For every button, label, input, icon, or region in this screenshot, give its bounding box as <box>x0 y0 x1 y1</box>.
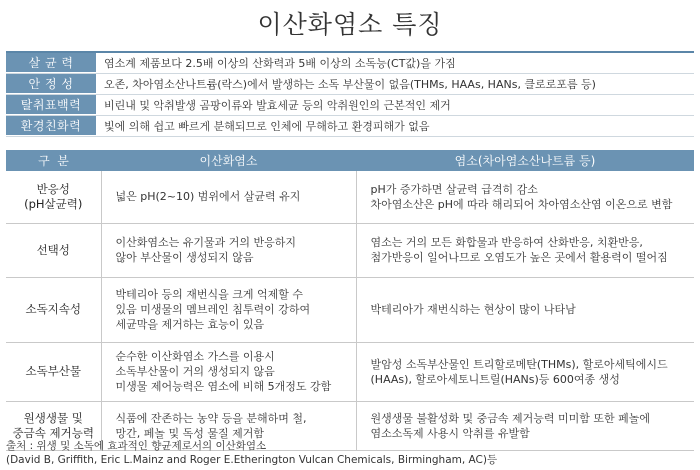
row-category-text: 선택성 <box>36 242 70 257</box>
feature-text: 빛에 의해 쉽고 빠르게 분해되므로 인체에 무해하고 환경피해가 없음 <box>104 120 430 133</box>
row-chlorine-dioxide-text: 넓은 pH(2~10) 범위에서 살균력 유지 <box>115 190 301 204</box>
row-category <box>6 223 101 277</box>
row-chlorine-text: 발암성 소독부산물인 트리할로메탄(THMs), 할로아세틱에시드 (HAAs), 할로아세토니트릴(HANs)등 600여종 생성 <box>370 357 668 386</box>
comparison-header-row <box>6 150 694 171</box>
source-citation <box>6 439 497 467</box>
row-chlorine-dioxide-text: 순수한 이산화염소 가스를 이용시 소독부산물이 거의 생성되지 않음 미생물 제어능력은 염소에 비해 5개정도 강함 <box>115 350 332 393</box>
row-chlorine <box>356 171 694 223</box>
row-chlorine-dioxide-text: 이산화염소는 유기물과 거의 반응하지 않아 부산물이 생성되지 않음 <box>115 236 297 264</box>
row-chlorine-dioxide-text: 식품에 잔존하는 농약 등을 분해하며 철, 망간, 페놀 및 독성 물질 제거함 <box>115 411 307 440</box>
table-row <box>6 171 694 223</box>
table-row <box>6 342 694 401</box>
row-category <box>6 342 101 401</box>
table-row <box>6 277 694 342</box>
row-category-text: 소독지속성 <box>25 302 82 316</box>
header-chlorine: 염소(차아염소산나트륨 등) <box>356 150 694 171</box>
row-chlorine-text: pH가 증가하면 살균력 급격히 감소 차아염소산은 pH에 따라 해리되어 차아염소산염 이온으로 변함 <box>370 182 673 211</box>
row-chlorine-dioxide <box>101 277 356 342</box>
row-chlorine <box>356 277 694 342</box>
row-chlorine <box>356 342 694 401</box>
feature-text: 오존, 차아염소산나트륨(락스)에서 발생하는 소독 부산물이 없음(THMs, HAAs, HANs, 클로로포름 등) <box>104 78 596 91</box>
comparison-table <box>6 150 694 451</box>
row-category <box>6 171 101 223</box>
feature-label: 안 정 성 <box>6 74 96 94</box>
row-chlorine <box>356 223 694 277</box>
feature-label: 살 균 력 <box>6 53 96 73</box>
feature-row <box>6 116 694 137</box>
feature-row <box>6 74 694 95</box>
page-title: 이산화염소 특징 <box>257 10 443 39</box>
row-chlorine-dioxide <box>101 223 356 277</box>
feature-table <box>6 51 694 137</box>
row-chlorine-dioxide <box>101 171 356 223</box>
feature-label: 탈취표백력 <box>6 95 96 115</box>
feature-text: 비린내 및 악취발생 곰팡이류와 발효세균 등의 악취원인의 근본적인 제거 <box>104 99 451 112</box>
source-line-1: 출처 : 위생 및 소독에 효과적인 향균제로서의 이산화염소 <box>6 440 267 452</box>
row-category-text: 원생생물 및 중금속 제거능력 <box>12 410 94 440</box>
header-chlorine-dioxide: 이산화염소 <box>101 150 356 171</box>
row-chlorine-dioxide-text: 박테리아 등의 재번식을 크게 억제할 수 있음 미생물의 멤브레인 침투력이 강하여 세균막을 제거하는 효능이 있음 <box>115 288 311 331</box>
header-category: 구 분 <box>6 150 101 171</box>
row-chlorine-text: 원생생물 불활성화 및 중금속 제거능력 미미함 또한 페놀에 염소소독제 사용시 악취를 유발함 <box>370 411 650 440</box>
row-category-text: 소독부산물 <box>25 364 82 378</box>
row-chlorine-text: 염소는 거의 모든 화합물과 반응하여 산화반응, 치환반응, 첨가반응이 일어나므로 오염도가 높은 곳에서 활용력이 떨어짐 <box>370 236 668 264</box>
source-line-2: (David B, Griffith, Eric L.Mainz and Roger E.Etherington Vulcan Chemicals, Birmingham, AC)등 <box>6 454 498 466</box>
table-row <box>6 223 694 277</box>
row-category-text: 반응성 (pH살균력) <box>24 181 83 211</box>
row-category <box>6 277 101 342</box>
feature-text: 염소계 제품보다 2.5배 이상의 산화력과 5배 이상의 소독능(CT값)을 가짐 <box>104 57 456 70</box>
feature-row <box>6 95 694 116</box>
row-chlorine-text: 박테리아가 재번식하는 현상이 많이 나타남 <box>370 303 576 316</box>
row-chlorine-dioxide <box>101 342 356 401</box>
feature-row <box>6 53 694 74</box>
feature-label: 환경친화력 <box>6 116 96 136</box>
